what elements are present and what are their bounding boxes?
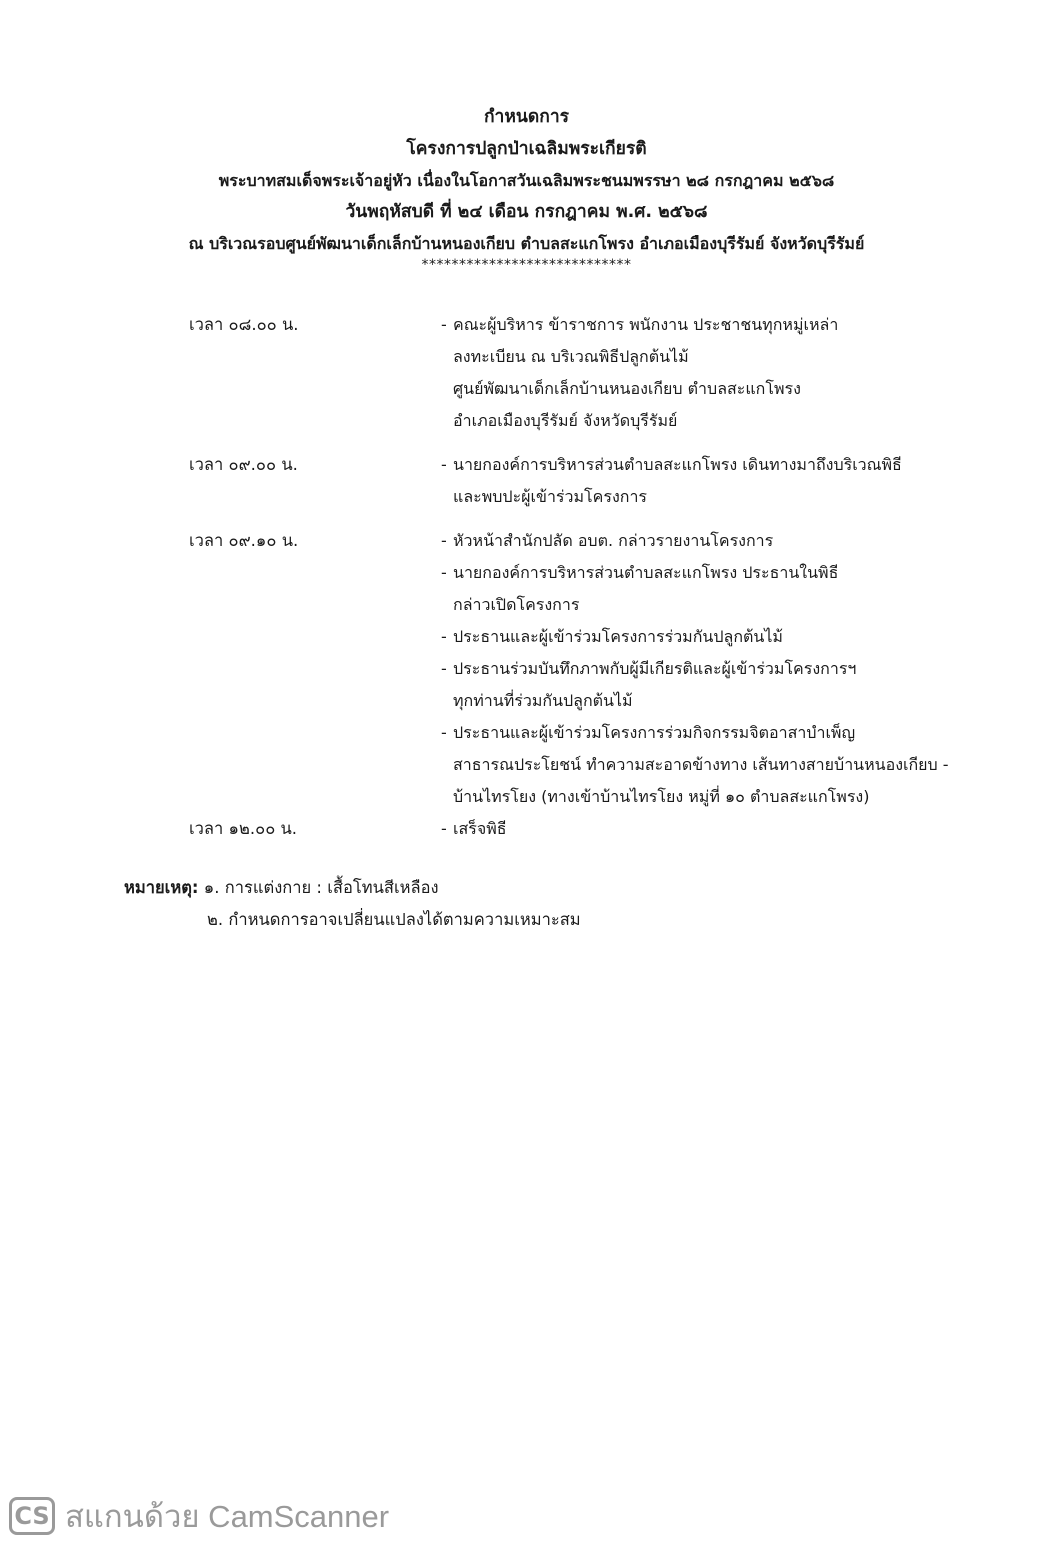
- header-title: กำหนดการ: [483, 107, 570, 127]
- activity-bullet: -: [441, 627, 447, 646]
- activity-line: [441, 405, 1041, 437]
- schedule-activities: [441, 309, 1041, 437]
- notes: [124, 872, 1024, 936]
- activity-text: บ้านไทรโยง (ทางเข้าบ้านไทรโยง หมู่ที่ ๑๐ ตำบลสะแกโพรง): [453, 787, 870, 806]
- header-separator: ****************************: [421, 256, 632, 273]
- activity-text: ศูนย์พัฒนาเด็กเล็กบ้านหนองเกียบ ตำบลสะแกโพรง: [453, 379, 801, 398]
- activity-bullet: -: [441, 563, 447, 582]
- camscanner-logo-icon: CS: [9, 1497, 55, 1535]
- schedule-activities: [441, 449, 1041, 513]
- activity-text: สาธารณประโยชน์ ทำความสะอาดข้างทาง เส้นทางสายบ้านหนองเกียบ -: [453, 755, 949, 774]
- schedule-activities: [441, 813, 1041, 845]
- schedule-activity: [441, 621, 1041, 653]
- activity-text: นายกองค์การบริหารส่วนตำบลสะแกโพรง เดินทางมาถึงบริเวณพิธี: [453, 455, 902, 474]
- schedule-activity: [441, 653, 1041, 717]
- activity-line: [441, 449, 1041, 481]
- schedule-slot: [0, 309, 1053, 437]
- activity-line: [441, 781, 1041, 813]
- schedule-slot: [0, 813, 1053, 845]
- schedule-activities: [441, 525, 1041, 813]
- watermark-text: สแกนด้วย CamScanner: [65, 1499, 390, 1534]
- activity-text: คณะผู้บริหาร ข้าราชการ พนักงาน ประชาชนทุกหมู่เหล่า: [453, 315, 839, 334]
- note-item-2: ๒. กำหนดการอาจเปลี่ยนแปลงได้ตามความเหมาะสม: [207, 910, 581, 929]
- header-occasion: พระบาทสมเด็จพระเจ้าอยู่หัว เนื่องในโอกาสวันเฉลิมพระชนมพรรษา ๒๘ กรกฎาคม ๒๕๖๘: [218, 171, 835, 190]
- activity-text: ประธานและผู้เข้าร่วมโครงการร่วมกันปลูกต้นไม้: [453, 627, 783, 646]
- schedule-activity: [441, 813, 1041, 845]
- activity-line: [441, 589, 1041, 621]
- activity-line: [441, 621, 1041, 653]
- activity-line: [441, 813, 1041, 845]
- activity-text: ประธานและผู้เข้าร่วมโครงการร่วมกิจกรรมจิตอาสาบำเพ็ญ: [453, 723, 856, 742]
- activity-text: นายกองค์การบริหารส่วนตำบลสะแกโพรง ประธานในพิธี: [453, 563, 839, 582]
- schedule-time: เวลา ๐๘.๐๐ น.: [189, 315, 299, 334]
- note-row-1: [124, 872, 1024, 904]
- activity-text: ลงทะเบียน ณ บริเวณพิธีปลูกต้นไม้: [453, 347, 689, 366]
- schedule-activity: [441, 717, 1041, 813]
- activity-line: [441, 481, 1041, 513]
- schedule-slot: [0, 449, 1053, 513]
- activity-bullet: -: [441, 659, 447, 678]
- activity-text: กล่าวเปิดโครงการ: [453, 595, 580, 614]
- activity-text: ทุกท่านที่ร่วมกันปลูกต้นไม้: [453, 691, 633, 710]
- schedule-activity: [441, 309, 1041, 437]
- activity-line: [441, 309, 1041, 341]
- note-item-1: ๑. การแต่งกาย : เสื้อโทนสีเหลือง: [203, 878, 439, 897]
- activity-text: ประธานร่วมบันทึกภาพกับผู้มีเกียรติและผู้เข้าร่วมโครงการฯ: [453, 659, 857, 678]
- schedule-time: เวลา ๑๒.๐๐ น.: [189, 819, 298, 838]
- activity-line: [441, 557, 1041, 589]
- schedule-activity: [441, 557, 1041, 621]
- schedule: [0, 309, 1053, 845]
- activity-bullet: -: [441, 455, 447, 474]
- activity-text: หัวหน้าสำนักปลัด อบต. กล่าวรายงานโครงการ: [453, 531, 774, 550]
- activity-bullet: -: [441, 723, 447, 742]
- activity-line: [441, 685, 1041, 717]
- schedule-activity: [441, 525, 1041, 557]
- activity-line: [441, 653, 1041, 685]
- notes-label: หมายเหตุ:: [124, 878, 199, 897]
- activity-line: [441, 717, 1041, 749]
- activity-bullet: -: [441, 819, 447, 838]
- header-date: วันพฤหัสบดี ที่ ๒๔ เดือน กรกฎาคม พ.ศ. ๒๕๖๘: [345, 201, 708, 222]
- schedule-time: เวลา ๐๙.๑๐ น.: [189, 531, 299, 550]
- activity-line: [441, 373, 1041, 405]
- schedule-activity: [441, 449, 1041, 513]
- header-project-name: โครงการปลูกป่าเฉลิมพระเกียรติ: [406, 138, 647, 159]
- header-location: ณ บริเวณรอบศูนย์พัฒนาเด็กเล็กบ้านหนองเกียบ ตำบลสะแกโพรง อำเภอเมืองบุรีรัมย์ จังหวัดบุรีรัมย์: [188, 234, 865, 253]
- schedule-slot: [0, 525, 1053, 813]
- activity-line: [441, 749, 1041, 781]
- activity-bullet: -: [441, 531, 447, 550]
- activity-text: เสร็จพิธี: [453, 819, 507, 838]
- activity-text: และพบปะผู้เข้าร่วมโครงการ: [453, 487, 648, 506]
- document-header: [0, 102, 1053, 272]
- activity-text: อำเภอเมืองบุรีรัมย์ จังหวัดบุรีรัมย์: [453, 411, 678, 430]
- activity-line: [441, 525, 1041, 557]
- activity-line: [441, 341, 1041, 373]
- schedule-time: เวลา ๐๙.๐๐ น.: [189, 455, 298, 474]
- note-row-2: [124, 904, 1024, 936]
- activity-bullet: -: [441, 315, 447, 334]
- camscanner-watermark: [9, 1496, 389, 1536]
